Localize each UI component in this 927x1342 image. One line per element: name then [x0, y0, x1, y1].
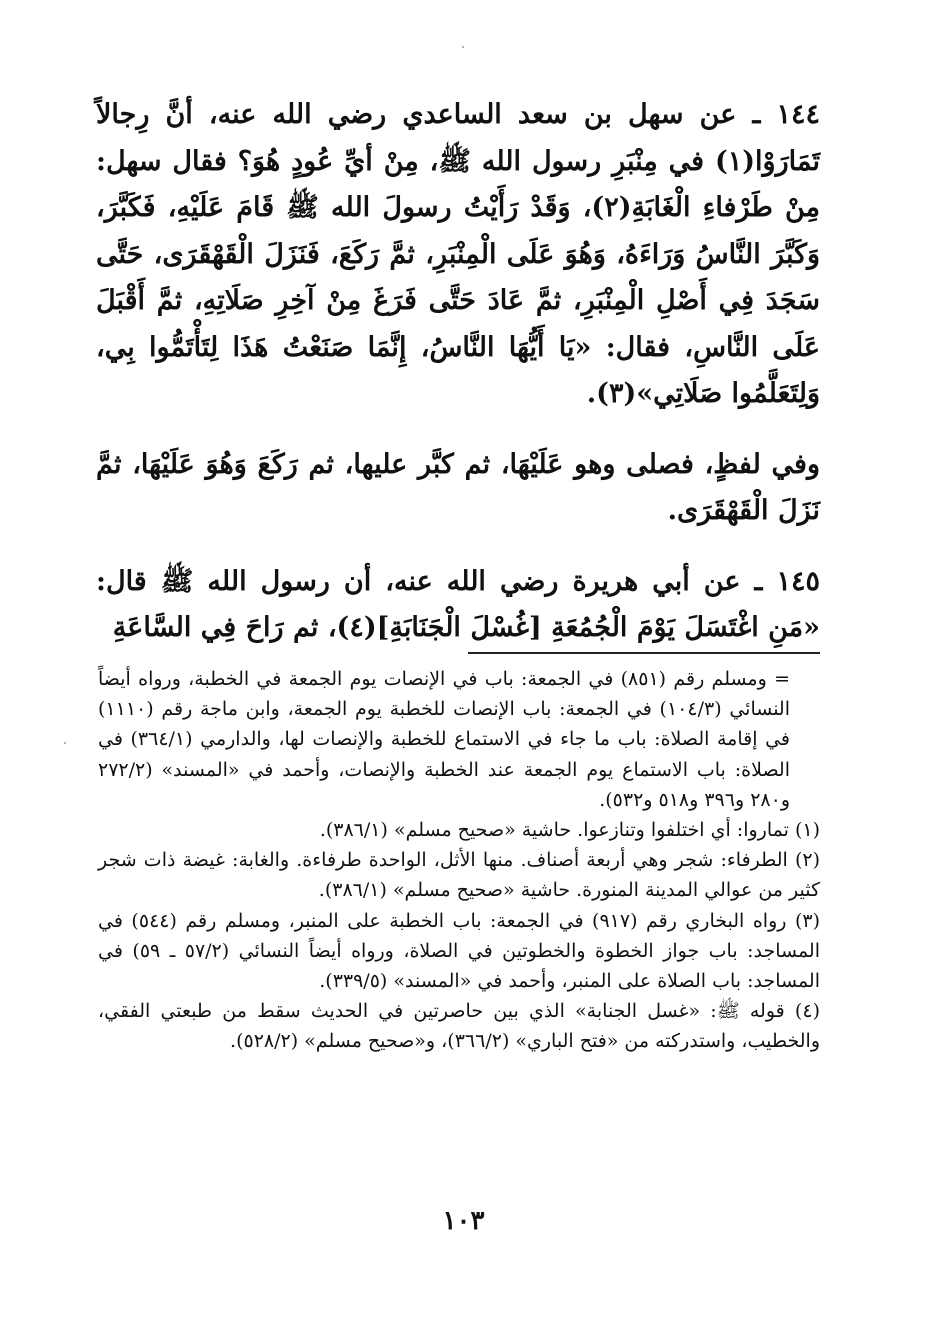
scan-speck: [64, 742, 66, 744]
footnote-continuation: = ومسلم رقم (٨٥١) في الجمعة: باب في الإنصات يوم الجمعة في الخطبة، ورواه أيضاً النسائي (١٠٤/٣) في الجمعة: باب الإنصات للخطبة يوم الجمعة، وابن ماجة رقم (١١١٠) في إقامة الصلاة: باب ما جاء في الاستماع للخطبة والإنصات لها، والدارمي (٣٦٤/١) في الصلاة: باب الاستماع يوم الجمعة عند الخطبة والإنصات، وأحمد في «المسند» (٢٧٢/٢ و٢٨٠ و٣٩٦ و٥١٨ و٥٣٢).: [98, 668, 790, 811]
footnote-3: (٣) رواه البخاري رقم (٩١٧) في الجمعة: باب الخطبة على المنبر، ومسلم رقم (٥٤٤) في المساجد: باب جواز الخطوة والخطوتين في الصلاة، ورواه أيضاً النسائي (٥٧/٢ ـ ٥٩) في المساجد: باب الصلاة على المنبر، وأحمد في «المسند» (٣٣٩/٥).: [98, 909, 821, 993]
footnotes: [98, 664, 820, 1057]
footnote-2: (٢) الطرفاء: شجر وهي أربعة أصناف. منها الأثل، الواحدة طرفاءة. والغابة: غيضة ذات شجر كثير من عوالي المدينة المنورة. حاشية «صحيح مسلم» (٣٨٦/١).: [98, 849, 820, 902]
scan-speck: [462, 46, 464, 48]
variant-wording-paragraph: وفي لفظٍ، فصلى وهو عَلَيْهَا، ثم كبَّر عليها، ثم رَكَعَ وَهُوَ عَلَيْهَا، ثمَّ نَزَلَ الْقَهْقَرَى.: [96, 448, 820, 526]
page-number: ١٠٣: [442, 1206, 485, 1236]
hadith-145-paragraph: ١٤٥ ـ عن أبي هريرة رضي الله عنه، أن رسول الله ﷺ قال: «مَنِ اغْتَسَلَ يَوْمَ الْجُمُعَةِ [غُسْلَ الْجَنَابَةِ](٤)، ثم رَاحَ فِي السَّاعَةِ: [96, 565, 820, 643]
main-text: [96, 92, 820, 652]
footnote-1: (١) تماروا: أي اختلفوا وتنازعوا. حاشية «صحيح مسلم» (٣٨٦/١).: [319, 819, 820, 842]
hadith-144-paragraph: ١٤٤ ـ عن سهل بن سعد الساعدي رضي الله عنه، أنَّ رِجالاً تَمَارَوْا(١) في مِنْبَرِ رسول الله ﷺ، مِنْ أيِّ عُودٍ هُوَ؟ فقال سهل: مِنْ طَرْفاءِ الْغَابَةِ(٢)، وَقَدْ رَأَيْتُ رسولَ الله ﷺ قَامَ عَلَيْهِ، فَكَبَّرَ، وَكَبَّرَ النَّاسُ وَرَاءَهُ، وَهُوَ عَلَى الْمِنْبَرِ، ثمَّ رَكَعَ، فَنَزَلَ الْقَهْقَرَى، حَتَّى سَجَدَ فِي أَصْلِ الْمِنْبَرِ، ثمَّ عَادَ حَتَّى فَرَغَ مِنْ آخِرِ صَلَاتِهِ، ثمَّ أَقْبَلَ عَلَى النَّاسِ، فقال: «يَا أَيُّهَا النَّاسُ، إِنَّمَا صَنَعْتُ هَذَا لِتَأْتَمُّوا بِي، وَلِتَعَلَّمُوا صَلَاتِي»(٣).: [96, 99, 821, 409]
footnote-divider: [468, 652, 820, 654]
footnote-4: (٤) قوله ﷺ: «غسل الجنابة» الذي بين حاصرتين في الحديث سقط من طبعتي الفقي، والخطيب، واستدركته من «فتح الباري» (٣٦٦/٢)، و«صحيح مسلم» (٥٢٨/٢).: [98, 1000, 820, 1053]
